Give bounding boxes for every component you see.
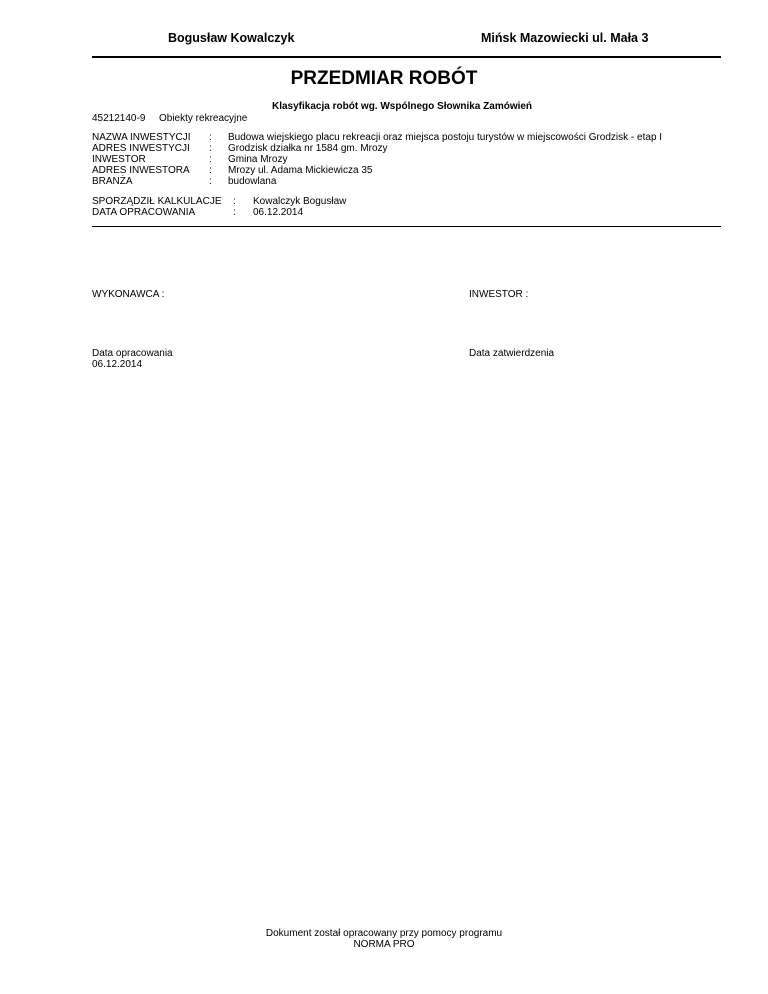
- approval-date-label: Data zatwierdzenia: [469, 348, 555, 359]
- investor-address-label: ADRES INWESTORA: [92, 165, 190, 176]
- investor-label: INWESTOR: [92, 154, 146, 165]
- branch-value: budowlana: [228, 176, 277, 187]
- author-address: Mińsk Mazowiecki ul. Mała 3: [481, 31, 649, 45]
- footer-line-2: NORMA PRO: [353, 939, 415, 950]
- investment-address-value: Grodzisk działka nr 1584 gm. Mrozy: [228, 143, 388, 154]
- prepared-date-label: DATA OPRACOWANIA: [92, 207, 196, 218]
- prepared-date-value: 06.12.2014: [253, 207, 304, 218]
- document-title: PRZEDMIAR ROBÓT: [290, 68, 478, 89]
- investor-signature-label: INWESTOR :: [469, 289, 529, 300]
- separator: :: [233, 207, 236, 218]
- prepared-by-value: Kowalczyk Bogusław: [253, 196, 347, 207]
- header-divider: [92, 56, 721, 58]
- investor-value: Gmina Mrozy: [228, 154, 288, 165]
- classification-code: 45212140-9: [92, 113, 146, 124]
- classification-heading: Klasyfikacja robót wg. Wspólnego Słownika Zamówień: [272, 101, 533, 112]
- investment-name-label: NAZWA INWESTYCJI: [92, 132, 191, 143]
- separator: :: [209, 176, 212, 187]
- classification-description: Obiekty rekreacyjne: [159, 113, 248, 124]
- prep-date-label: Data opracowania: [92, 348, 173, 359]
- branch-label: BRANŻA: [92, 176, 133, 187]
- separator: :: [209, 143, 212, 154]
- footer-line-1: Dokument został opracowany przy pomocy programu: [265, 928, 503, 939]
- separator: :: [209, 132, 212, 143]
- separator: :: [209, 165, 212, 176]
- author-name: Bogusław Kowalczyk: [168, 31, 295, 45]
- details-divider: [92, 226, 721, 227]
- separator: :: [209, 154, 212, 165]
- investment-name-value: Budowa wiejskiego placu rekreacji oraz miejsca postoju turystów w miejscowości Grodzisk - etap I: [228, 132, 663, 143]
- investor-address-value: Mrozy ul. Adama Mickiewicza 35: [228, 165, 373, 176]
- prepared-by-label: SPORZĄDZIŁ KALKULACJE: [92, 196, 222, 207]
- investment-address-label: ADRES INWESTYCJI: [92, 143, 190, 154]
- separator: :: [233, 196, 236, 207]
- prep-date-value: 06.12.2014: [92, 359, 143, 370]
- contractor-label: WYKONAWCA :: [92, 289, 165, 300]
